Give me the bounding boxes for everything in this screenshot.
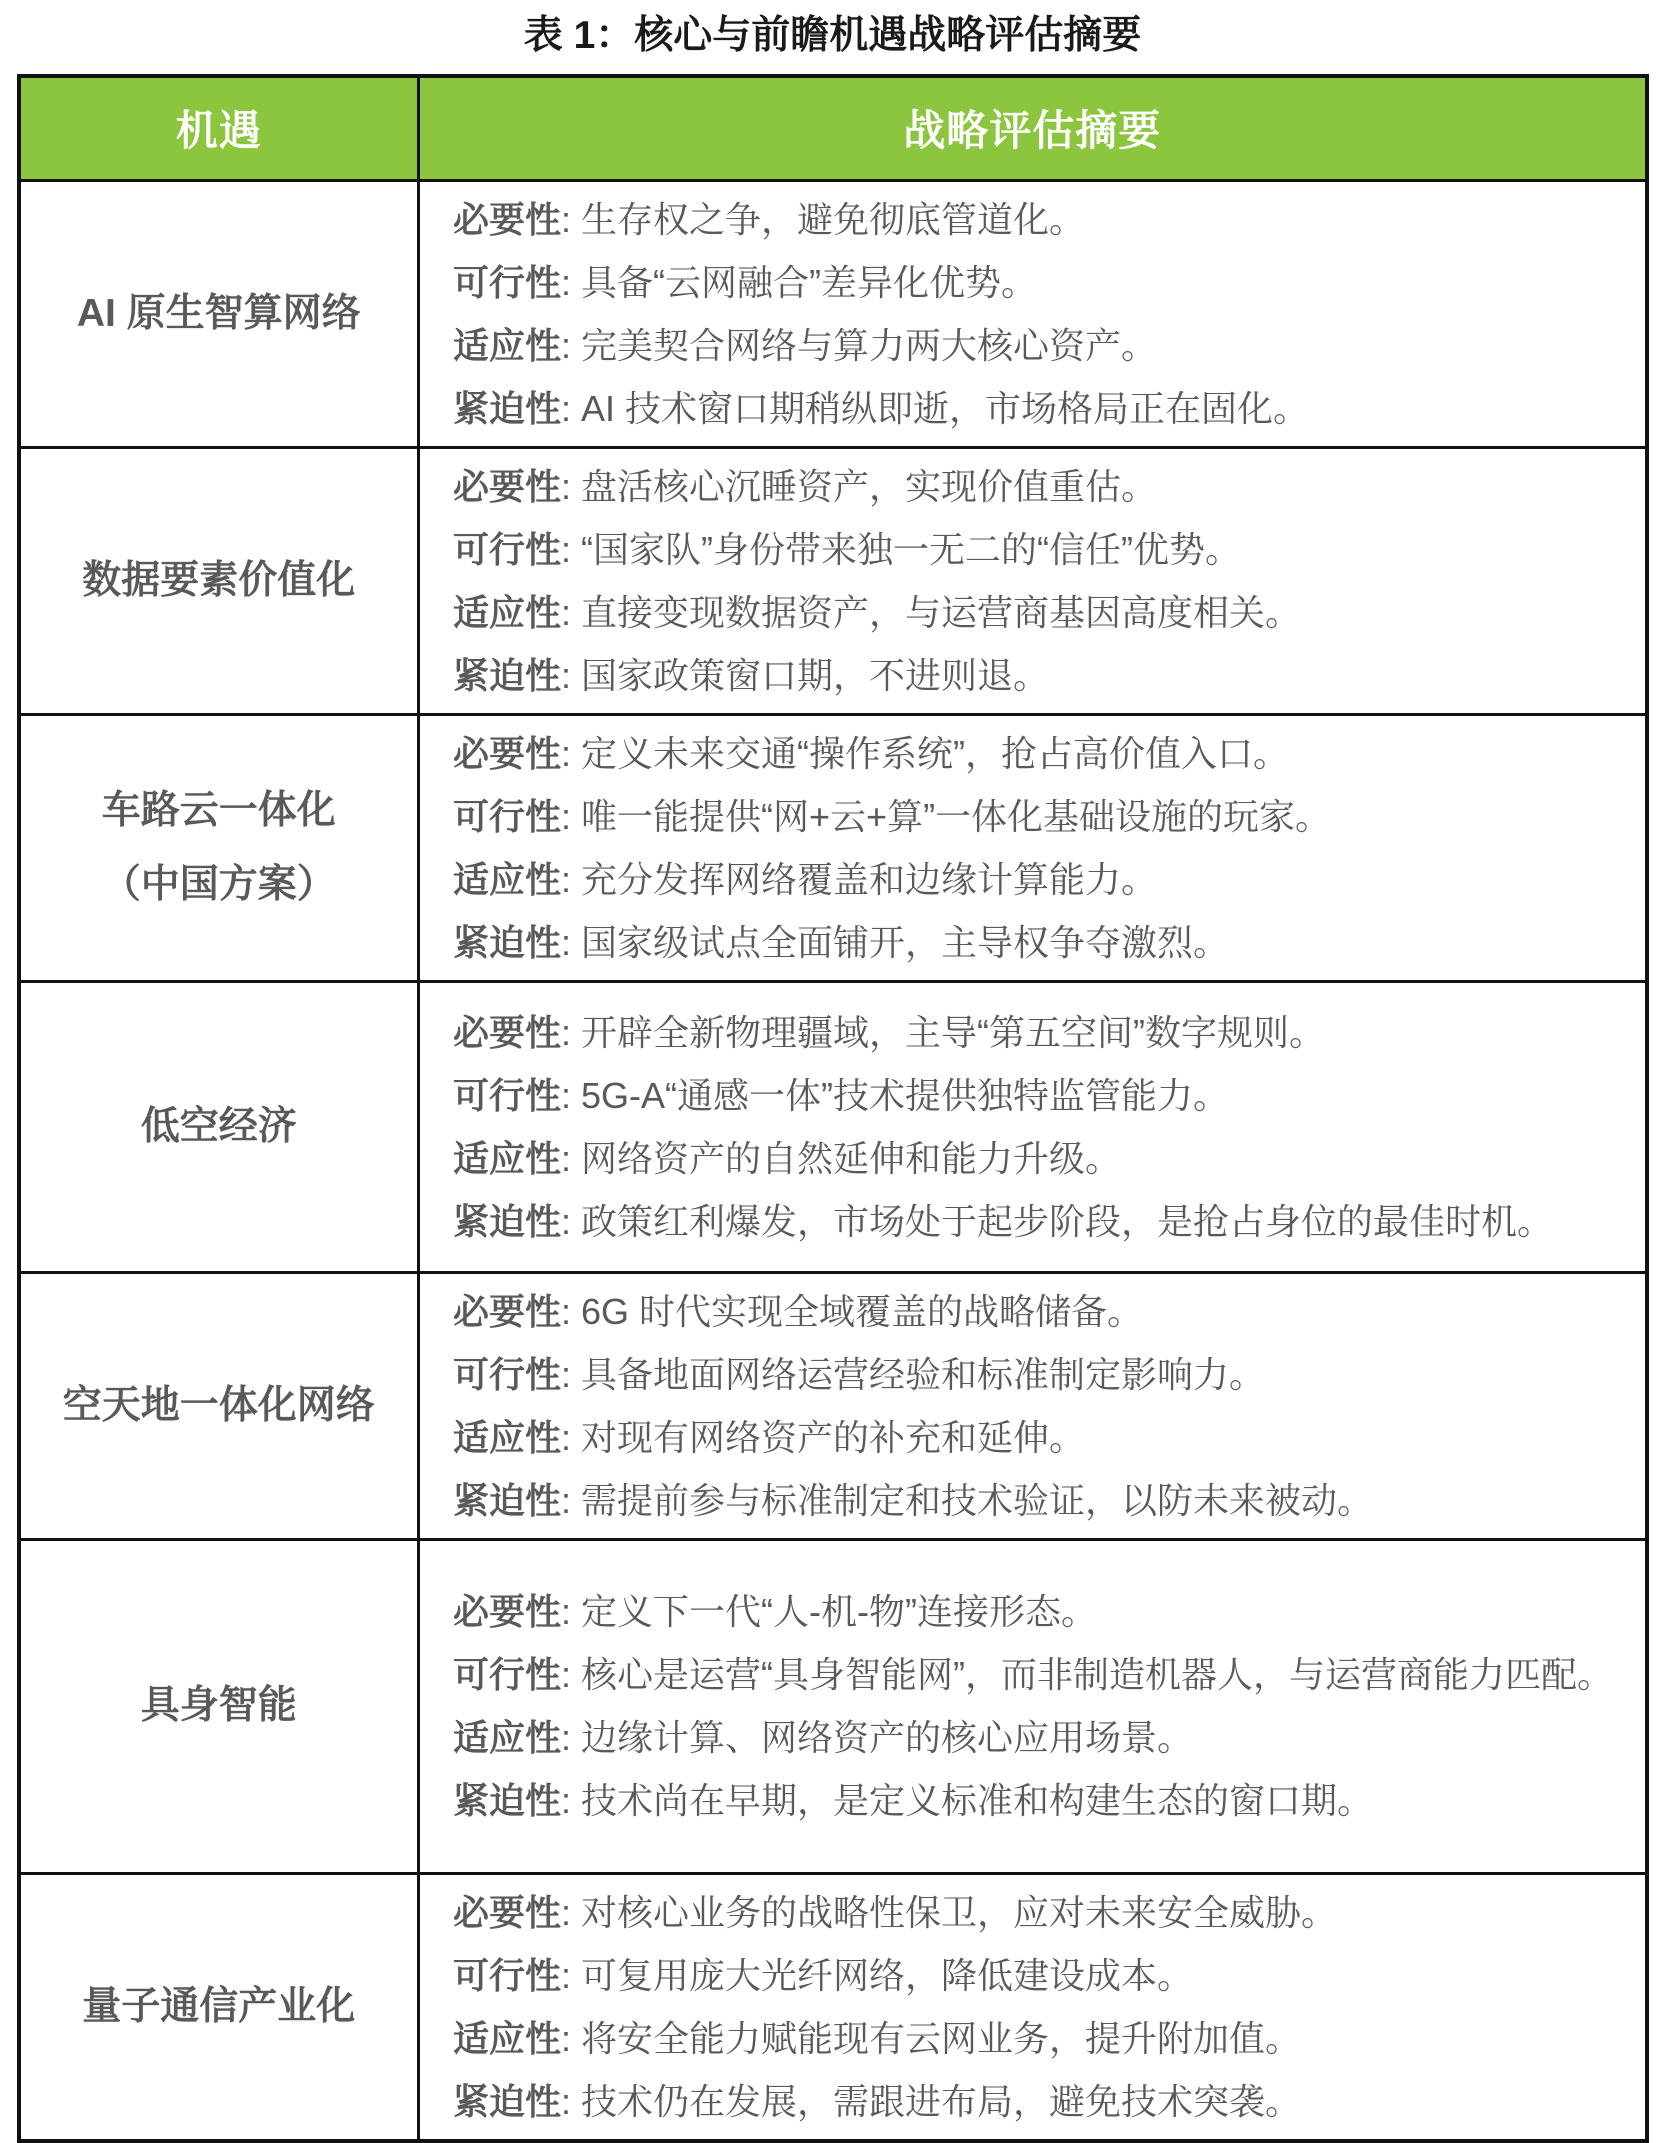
- item-text: 政策红利爆发，市场处于起步阶段，是抢占身位的最佳时机。: [581, 1200, 1554, 1242]
- item-colon: :: [561, 1011, 582, 1053]
- assessment-item: [453, 785, 1623, 848]
- table-row: [19, 180, 1647, 447]
- item-label: 可行性: [453, 261, 562, 303]
- item-text: 可复用庞大光纤网络，降低建设成本。: [581, 1954, 1194, 1996]
- opportunity-name: 具身智能: [140, 1684, 297, 1727]
- item-text: 开辟全新物理疆域，主导“第五空间”数字规则。: [581, 1011, 1326, 1053]
- item-text: 唯一能提供“网+云+算”一体化基础设施的玩家。: [581, 795, 1332, 837]
- item-colon: :: [561, 1479, 582, 1521]
- assessment-cell: [419, 981, 1647, 1272]
- item-label: 可行性: [453, 1954, 562, 1996]
- item-text: 核心是运营“具身智能网”，而非制造机器人，与运营商能力匹配。: [581, 1654, 1614, 1695]
- item-colon: :: [561, 921, 582, 963]
- item-text: 国家政策窗口期，不进则退。: [581, 654, 1050, 696]
- assessment-item: [453, 377, 1623, 440]
- assessment-cell: [419, 447, 1647, 714]
- table-caption: 表 1：核心与前瞻机遇战略评估摘要: [523, 14, 1142, 57]
- table-row: [19, 1873, 1647, 2141]
- assessment-item: [453, 1944, 1623, 2007]
- opportunity-cell: [19, 1873, 419, 2141]
- assessment-item: [453, 1343, 1623, 1406]
- item-text: 具备地面网络运营经验和标准制定影响力。: [581, 1353, 1266, 1395]
- assessment-item: [453, 1280, 1623, 1343]
- column-header-assessment: 战略评估摘要: [419, 76, 1647, 180]
- opportunity-cell: [19, 447, 419, 714]
- assessment-item: [453, 2007, 1623, 2070]
- item-colon: :: [561, 1137, 582, 1179]
- item-text: 技术仍在发展，需跟进布局，避免技术突袭。: [581, 2080, 1302, 2122]
- opportunity-cell: [19, 180, 419, 447]
- assessment-item: [453, 1064, 1623, 1127]
- item-colon: :: [561, 1891, 582, 1933]
- item-colon: :: [561, 1591, 582, 1632]
- item-text: 直接变现数据资产，与运营商基因高度相关。: [581, 591, 1302, 633]
- assessment-item: [453, 518, 1623, 581]
- item-label: 紧迫性: [453, 654, 562, 696]
- assessment-item: [453, 2070, 1623, 2133]
- item-text: 具备“云网融合”差异化优势。: [581, 261, 1038, 303]
- item-label: 紧迫性: [453, 921, 562, 963]
- item-colon: :: [561, 1780, 582, 1821]
- opportunity-name-line2: （中国方案）: [101, 862, 336, 906]
- item-colon: :: [561, 591, 582, 633]
- opportunity-cell: [19, 981, 419, 1272]
- item-colon: :: [561, 1353, 582, 1395]
- item-text: 国家级试点全面铺开，主导权争夺激烈。: [581, 921, 1230, 963]
- assessment-item: [453, 848, 1623, 911]
- item-colon: :: [561, 324, 582, 366]
- table-row: [19, 714, 1647, 981]
- item-colon: :: [561, 465, 582, 507]
- item-colon: :: [561, 1290, 582, 1332]
- assessment-item: [453, 251, 1623, 314]
- item-text: 技术尚在早期，是定义标准和构建生态的窗口期。: [581, 1780, 1374, 1821]
- item-colon: :: [561, 1717, 582, 1758]
- item-label: 必要性: [453, 1591, 562, 1632]
- item-label: 紧迫性: [453, 1780, 562, 1821]
- item-text: 需提前参与标准制定和技术验证，以防未来被动。: [581, 1479, 1374, 1521]
- opportunity-name: 空天地一体化网络: [62, 1383, 375, 1427]
- item-text: 边缘计算、网络资产的核心应用场景。: [581, 1717, 1194, 1758]
- item-colon: :: [561, 732, 582, 774]
- opportunity-name: 车路云一体化: [101, 788, 336, 832]
- item-text: 生存权之争，避免彻底管道化。: [581, 198, 1086, 240]
- table-row: [19, 447, 1647, 714]
- item-colon: :: [561, 654, 582, 696]
- item-label: 适应性: [453, 1717, 562, 1758]
- item-text: 定义未来交通“操作系统”，抢占高价值入口。: [581, 732, 1290, 774]
- item-label: 必要性: [453, 1290, 562, 1332]
- item-colon: :: [561, 261, 582, 303]
- item-colon: :: [561, 1416, 582, 1458]
- assessment-cell: [419, 1539, 1647, 1873]
- item-colon: :: [561, 198, 582, 240]
- assessment-item: [453, 1580, 1623, 1643]
- item-colon: :: [561, 1074, 582, 1116]
- item-colon: :: [561, 1654, 582, 1695]
- item-label: 适应性: [453, 324, 562, 366]
- item-label: 紧迫性: [453, 387, 562, 429]
- item-colon: :: [561, 2017, 582, 2059]
- item-label: 必要性: [453, 198, 562, 240]
- assessment-cell: [419, 180, 1647, 447]
- item-label: 紧迫性: [453, 2080, 562, 2122]
- item-text: 网络资产的自然延伸和能力升级。: [581, 1137, 1122, 1179]
- table-row: [19, 1272, 1647, 1539]
- assessment-item: [453, 581, 1623, 644]
- item-text: 定义下一代“人-机-物”连接形态。: [581, 1591, 1097, 1632]
- item-label: 适应性: [453, 1137, 562, 1179]
- assessment-table: [17, 74, 1649, 2143]
- item-label: 可行性: [453, 528, 562, 570]
- table-row: [19, 981, 1647, 1272]
- assessment-item: [453, 1190, 1623, 1253]
- item-label: 紧迫性: [453, 1200, 562, 1242]
- item-colon: :: [561, 1954, 582, 1996]
- item-label: 必要性: [453, 465, 562, 507]
- column-header-opportunity: 机遇: [19, 76, 419, 180]
- item-text: 充分发挥网络覆盖和边缘计算能力。: [581, 858, 1158, 900]
- item-text: AI 技术窗口期稍纵即逝，市场格局正在固化。: [581, 387, 1310, 429]
- assessment-item: [453, 1406, 1623, 1469]
- table-row: [19, 1539, 1647, 1873]
- item-label: 紧迫性: [453, 1479, 562, 1521]
- item-colon: :: [561, 2080, 582, 2122]
- item-label: 可行性: [453, 1074, 562, 1116]
- item-colon: :: [561, 387, 582, 429]
- item-label: 适应性: [453, 2017, 562, 2059]
- item-label: 必要性: [453, 1891, 562, 1933]
- item-label: 适应性: [453, 591, 562, 633]
- item-colon: :: [561, 1200, 582, 1242]
- item-label: 必要性: [453, 732, 562, 774]
- item-text: 完美契合网络与算力两大核心资产。: [581, 324, 1158, 366]
- assessment-item: [453, 722, 1623, 785]
- assessment-item: [453, 455, 1623, 518]
- item-text: 将安全能力赋能现有云网业务，提升附加值。: [581, 2017, 1302, 2059]
- item-text: 5G-A“通感一体”技术提供独特监管能力。: [581, 1074, 1230, 1116]
- item-colon: :: [561, 858, 582, 900]
- opportunity-name: 量子通信产业化: [82, 1984, 356, 2028]
- item-colon: :: [561, 795, 582, 837]
- assessment-item: [453, 1001, 1623, 1064]
- opportunity-name: 数据要素价值化: [82, 558, 356, 602]
- opportunity-name: 低空经济: [140, 1104, 297, 1148]
- assessment-item: [453, 1706, 1623, 1769]
- item-label: 必要性: [453, 1011, 562, 1053]
- opportunity-cell: [19, 1539, 419, 1873]
- assessment-item: [453, 1643, 1623, 1706]
- assessment-item: [453, 644, 1623, 707]
- assessment-item: [453, 188, 1623, 251]
- item-label: 可行性: [453, 1654, 562, 1695]
- item-text: “国家队”身份带来独一无二的“信任”优势。: [581, 528, 1241, 570]
- item-label: 可行性: [453, 1353, 562, 1395]
- item-label: 适应性: [453, 1416, 562, 1458]
- item-text: 6G 时代实现全域覆盖的战略储备。: [581, 1290, 1144, 1332]
- table-header-row: [19, 76, 1647, 180]
- item-text: 盘活核心沉睡资产，实现价值重估。: [581, 465, 1158, 507]
- assessment-item: [453, 1469, 1623, 1532]
- assessment-cell: [419, 1873, 1647, 2141]
- item-text: 对核心业务的战略性保卫，应对未来安全威胁。: [581, 1891, 1338, 1933]
- assessment-cell: [419, 1272, 1647, 1539]
- assessment-item: [453, 314, 1623, 377]
- assessment-item: [453, 1769, 1623, 1832]
- assessment-item: [453, 1881, 1623, 1944]
- item-colon: :: [561, 528, 582, 570]
- item-text: 对现有网络资产的补充和延伸。: [581, 1416, 1086, 1458]
- opportunity-name: AI 原生智算网络: [76, 291, 361, 335]
- item-label: 可行性: [453, 795, 562, 837]
- opportunity-cell: [19, 1272, 419, 1539]
- opportunity-cell: [19, 714, 419, 981]
- assessment-cell: [419, 714, 1647, 981]
- item-label: 适应性: [453, 858, 562, 900]
- assessment-item: [453, 911, 1623, 974]
- assessment-item: [453, 1127, 1623, 1190]
